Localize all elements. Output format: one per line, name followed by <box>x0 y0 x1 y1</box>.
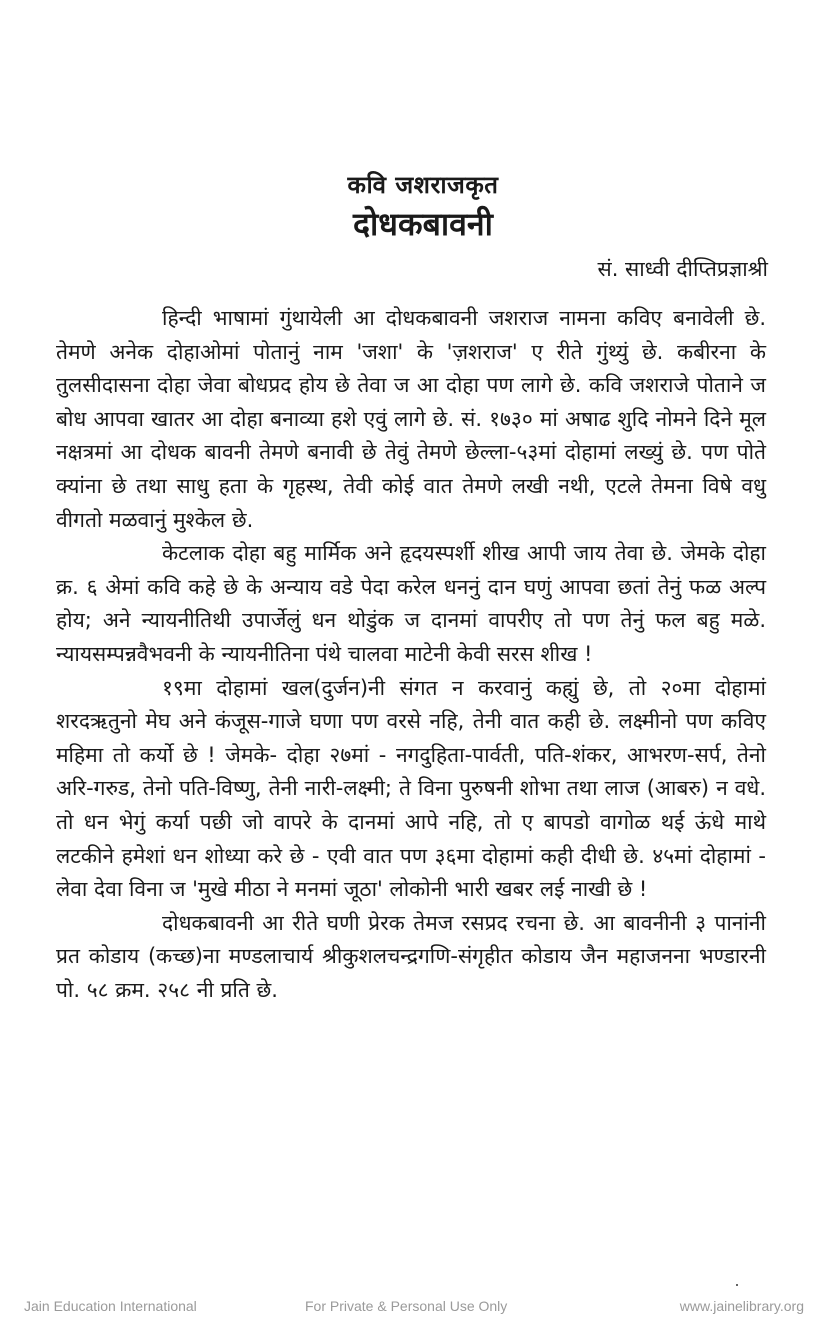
article-body <box>56 302 766 1007</box>
article-title: दोधकबावनी <box>353 205 493 243</box>
paragraph-intro: हिन्दी भाषामां गुंथायेली आ दोधकबावनी जशराज नामना कविए बनावेली छे. तेमणे अनेक दोहाओमां पोतानुं नाम 'जशा' के 'ज़शराज' ए रीते गुंथ्युं छे. कबीरना के तुलसीदासना दोहा जेवा बोधप्रद होय छे तेवा ज आ दोहा पण लागे छे. कवि जशराजे पोताने ज बोध आपवा खातर आ दोहा बनाव्या हशे एवुं लागे छे. सं. १७३० मां अषाढ शुदि नोमने दिने मूल नक्षत्रमां आ दोधक बावनी तेमणे बनावी छे तेवुं तेमणे छेल्ला-५३मां दोहामां लख्युं छे. पण पोते क्यांना छे तथा साधु हता के गृहस्थ, तेवी कोई वात तेमणे लखी नथी, एटले तेमना विषे वधु वीगतो मळवानुं मुश्केल छे. <box>56 306 766 532</box>
paragraph-manuscript: दोधकबावनी आ रीते घणी प्रेरक तेमज रसप्रद रचना छे. आ बावनीनी ३ पानांनी प्रत कोडाय (कच्छ)ना मण्डलाचार्य श्रीकुशलचन्द्रगणि-संगृहीत कोडाय जैन महाजनना भण्डारनी पो. ५८ क्रम. २५८ नी प्रति छे. <box>56 910 766 1002</box>
footer-usage-note: For Private & Personal Use Only <box>305 1298 508 1314</box>
footer-publisher: Jain Education International <box>24 1298 197 1314</box>
editor-credit: सं. साध्वी दीप्तिप्रज्ञाश्री <box>597 257 768 281</box>
article-subtitle: कवि जशराजकृत <box>347 171 499 199</box>
scan-speck <box>736 1284 738 1286</box>
paragraph-examples: १९मा दोहामां खल(दुर्जन)नी संगत न करवानुं कह्युं छे, तो २०मा दोहामां शरदऋतुनो मेघ अने कंजूस-गाजे घणा पण वरसे नहि, तेनी वात कही छे. लक्ष्मीनो पण कविए महिमा तो कर्यो छे ! जेमके- दोहा २७मां - नगदुहिता-पार्वती, पति-शंकर, आभरण-सर्प, तेनो अरि-गरुड, तेनो पति-विष्णु, तेनी नारी-लक्ष्मी; ते विना पुरुषनी शोभा तथा लाज (आबरु) न वधे. तो धन भेगुं कर्या पछी जो वापरे के दानमां आपे नहि, तो ए बापडो वागोळ थई ऊंधे माथे लटकीने हमेशां धन शोध्या करे छे - एवी वात पण ३६मा दोहामां कही दीधी छे. ४५मां दोहामां - लेवा देवा विना ज 'मुखे मीठा ने मनमां जूठा' लोकोनी भारी खबर लई नाखी छे ! <box>56 675 766 902</box>
footer-website-link[interactable]: www.jainelibrary.org <box>679 1298 804 1314</box>
paragraph-teachings: केटलाक दोहा बहु मार्मिक अने हृदयस्पर्शी शीख आपी जाय तेवा छे. जेमके दोहा क्र. ६ अेमां कवि कहे छे के अन्याय वडे पेदा करेल धननुं दान घणुं आपवा छतां तेनुं फळ अल्प होय; अने न्यायनीतिथी उपार्जेलुं धन थोडुंक ज दानमां वापरीए तो पण तेनुं फल बहु मळे. न्यायसम्पन्नवैभवनी के न्यायनीतिना पंथे चालवा माटेनी केवी सरस शीख ! <box>56 541 766 666</box>
page-footer <box>0 1298 828 1318</box>
